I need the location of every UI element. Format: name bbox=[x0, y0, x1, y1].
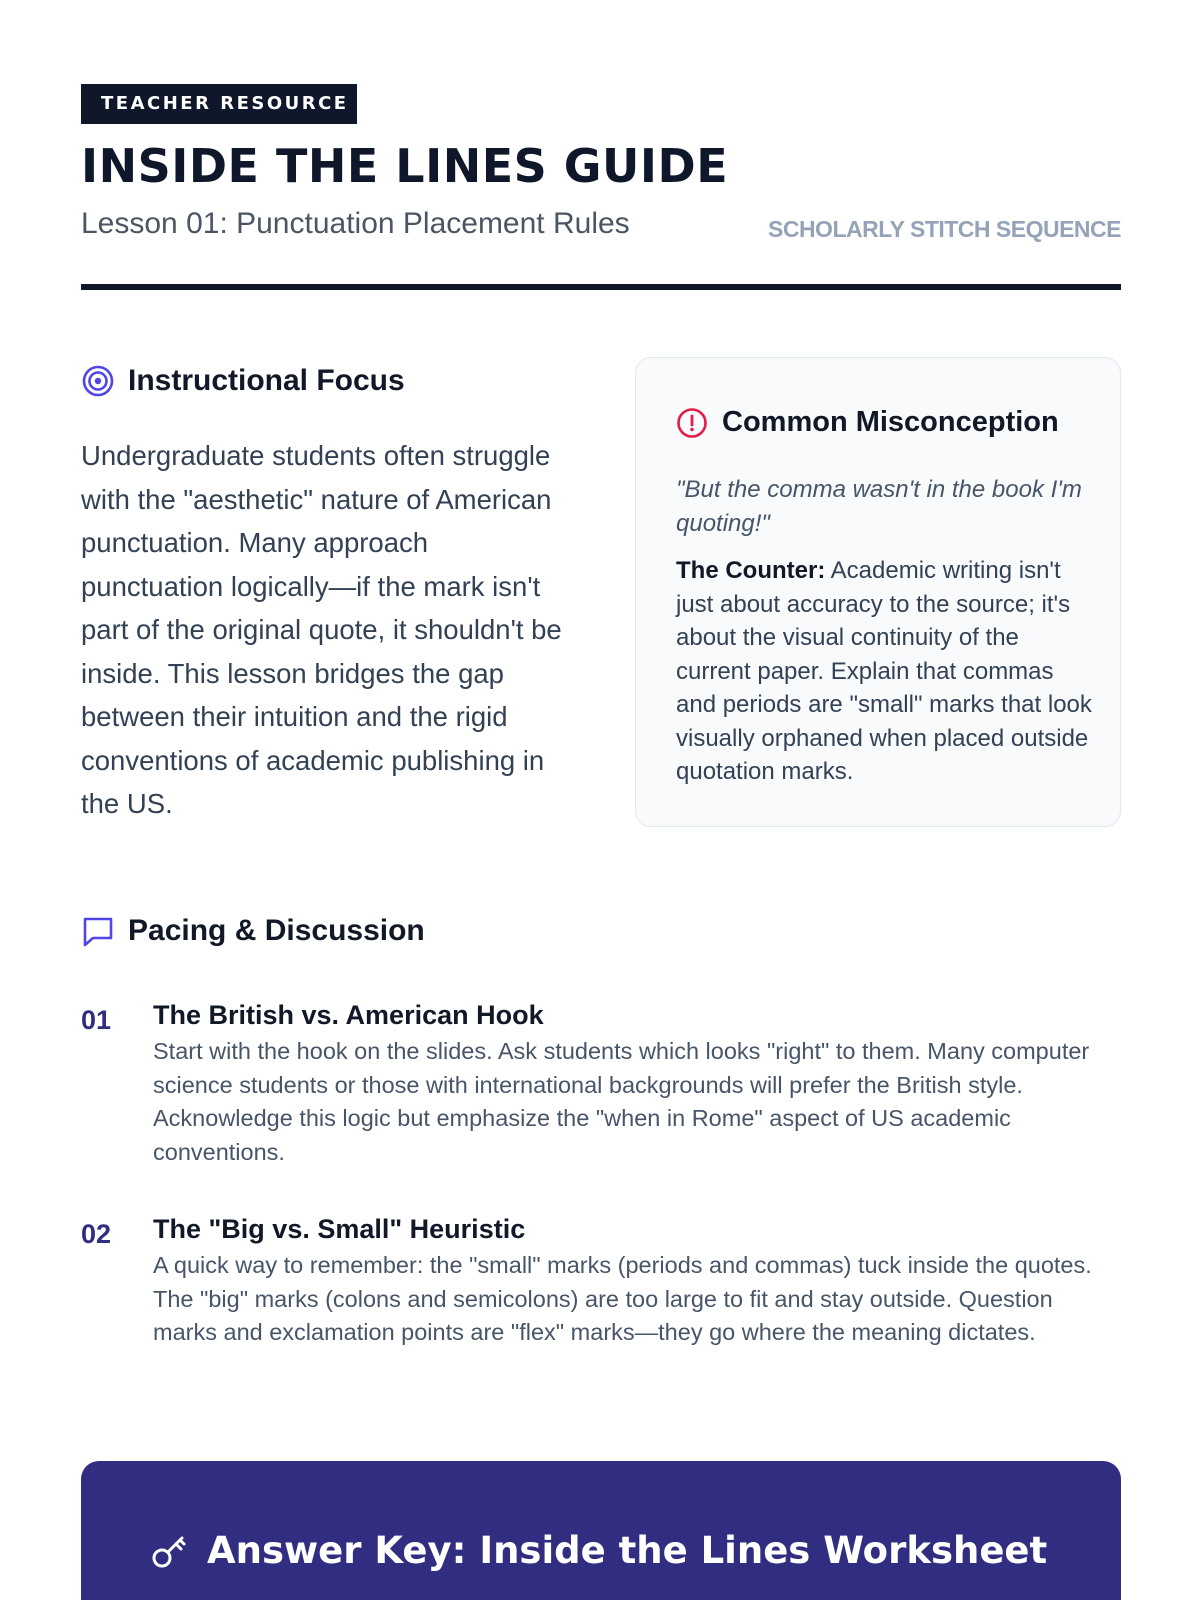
alert-circle-icon bbox=[676, 407, 708, 439]
pacing-heading bbox=[81, 914, 425, 948]
instructional-focus-heading bbox=[81, 364, 405, 398]
step-number: 02 bbox=[81, 1219, 112, 1249]
counter-label: The Counter: bbox=[676, 557, 826, 584]
misconception-quote: "But the comma wasn't in the book I'm quoting!" bbox=[676, 476, 1082, 537]
series-label: SCHOLARLY STITCH SEQUENCE bbox=[768, 216, 1121, 242]
chat-bubble-icon bbox=[81, 914, 115, 948]
step-title: The "Big vs. Small" Heuristic bbox=[153, 1214, 526, 1244]
answer-key-title: Answer Key: Inside the Lines Worksheet bbox=[207, 1529, 1048, 1572]
misconception-counter bbox=[676, 554, 1092, 789]
counter-text: Academic writing isn't just about accuracy to the source; it's about the visual continuity of the current paper. Explain that commas and periods are "small" marks that look visually orphaned when placed outside quotation marks. bbox=[676, 557, 1092, 785]
step-body: A quick way to remember: the "small" marks (periods and commas) tuck inside the quotes. The "big" marks (colons and semicolons) are too large to fit and stay outside. Question marks and exclamation points are "flex" marks—they go where the meaning dictates. bbox=[153, 1252, 1092, 1345]
section-heading-label: Pacing & Discussion bbox=[128, 914, 425, 947]
key-icon bbox=[149, 1531, 189, 1571]
step-title: The British vs. American Hook bbox=[153, 1000, 544, 1030]
instructional-focus-text: Undergraduate students often struggle with the "aesthetic" nature of American punctuation. Many approach punctuation logically—if the mark isn't part of the original quote, it shouldn't be inside. This lesson bridges the gap between their intuition and the rigid conventions of academic publishing in the US. bbox=[81, 440, 562, 819]
step-number: 01 bbox=[81, 1005, 112, 1035]
answer-key-panel bbox=[81, 1461, 1121, 1600]
page-title: INSIDE THE LINES GUIDE bbox=[81, 139, 729, 193]
section-heading-label: Common Misconception bbox=[722, 406, 1059, 438]
lesson-subtitle: Lesson 01: Punctuation Placement Rules bbox=[81, 207, 630, 240]
teacher-guide-page bbox=[81, 0, 1121, 1600]
misconception-card bbox=[635, 357, 1121, 827]
misconception-heading bbox=[676, 406, 1059, 439]
teacher-resource-badge: TEACHER RESOURCE bbox=[81, 84, 357, 124]
answer-key-heading bbox=[149, 1529, 1047, 1572]
header-divider bbox=[81, 284, 1121, 290]
target-icon bbox=[81, 364, 115, 398]
section-heading-label: Instructional Focus bbox=[128, 364, 405, 397]
step-body: Start with the hook on the slides. Ask students which looks "right" to them. Many computer science students or those with international backgrounds will prefer the British style. Acknowledge this logic but emphasize the "when in Rome" aspect of US academic conventions. bbox=[153, 1038, 1090, 1165]
